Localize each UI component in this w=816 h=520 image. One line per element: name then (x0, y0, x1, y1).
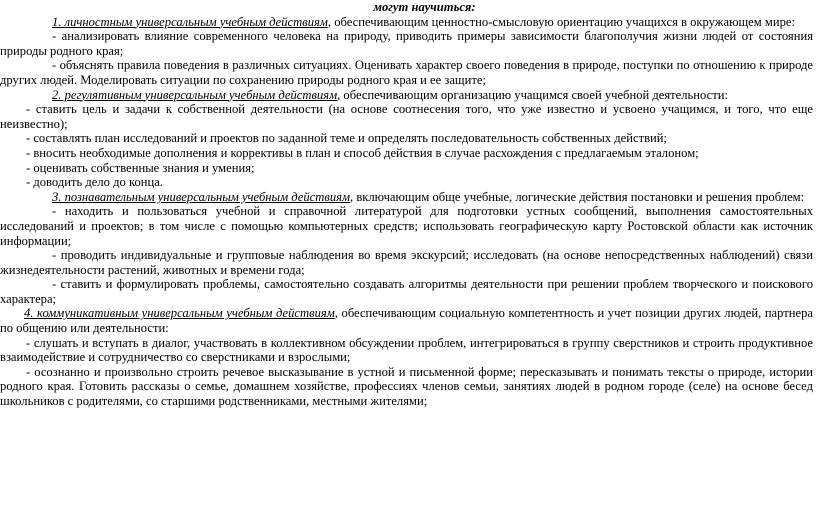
cognitive-actions-title: 3. познавательным универсальным учебным действиям (52, 189, 351, 204)
communicative-actions-description: , обеспечивающим социальную компетентность и учет позиции других людей, партнера по общению или деятельности: (0, 306, 813, 336)
list-item: - анализировать влияние современного человека на природу, приводить примеры зависимости благополучия жизни людей от состояния природы родного края; (0, 29, 813, 58)
paragraph-regulatory (0, 88, 813, 103)
paragraph-personal (0, 15, 813, 30)
list-item: - слушать и вступать в диалог, участвовать в коллективном обсуждении проблем, интегрироваться в группу сверстников и строить продуктивное взаимодействие и сотрудничество со сверстниками и взрослыми; (0, 335, 813, 365)
list-item: - находить и пользоваться учебной и справочной литературой для подготовки устных сообщений, выполнения самостоятельных исследований и проектов; в том числе с помощью компьютерных средств; использовать географическую карту Ростовской области как источник информации; (0, 204, 813, 248)
list-item: - ставить цель и задачи к собственной деятельности (на основе соотнесения того, что уже известно и усвоено учащимся, и того, что еще неизвестно); (0, 102, 813, 131)
list-item: - объяснять правила поведения в различных ситуациях. Оценивать характер своего поведения в природе, поступки по отношению к природе других людей. Моделировать ситуации по сохранению природы родного края и ее защите; (0, 58, 813, 87)
list-item: - ставить и формулировать проблемы, самостоятельно создавать алгоритмы деятельности при решении проблем творческого и поискового характера; (0, 277, 813, 306)
list-item: - составлять план исследований и проектов по заданной теме и определять последовательность собственных действий; (26, 131, 668, 146)
list-item: - проводить индивидуальные и групповые наблюдения во время экскурсий; исследовать (на основе непосредственных наблюдений) связи жизнедеятельности растений, животных и времени года; (0, 248, 813, 277)
list-item: - оценивать собственные знания и умения; (26, 160, 255, 175)
paragraph-cognitive (0, 190, 813, 205)
personal-actions-title: 1. личностным универсальным учебным действиям (52, 14, 328, 29)
list-item: - вносить необходимые дополнения и коррективы в план и способ действия в случае расхождения с предлагаемым эталоном; (26, 145, 699, 160)
regulatory-actions-description: , обеспечивающим организацию учащимся своей учебной деятельности: (337, 87, 728, 102)
cognitive-actions-description: , включающим обще учебные, логические действия постановки и решения проблем: (350, 189, 805, 204)
list-item: - доводить дело до конца. (26, 175, 163, 190)
section-heading: могут научиться: (373, 0, 476, 14)
communicative-actions-title: 4. коммуникативным универсальным учебным действиям (24, 306, 335, 321)
personal-actions-description: , обеспечивающим ценностно-смысловую ориентацию учащихся в окружающем мире: (327, 14, 795, 29)
regulatory-actions-title: 2. регулятивным универсальным учебным действиям (52, 87, 338, 102)
list-item: - осознанно и произвольно строить речевое высказывание в устной и письменной форме; пересказывать и понимать тексты о природе, истории родного края. Готовить рассказы о семье, домашнем хозяйстве, профессиях членов семьи, занятиях людей в родном городе (селе) на основе бесед школьников с родителями, со старшими родственниками, местными жителями; (0, 364, 813, 409)
paragraph-communicative (0, 306, 813, 335)
